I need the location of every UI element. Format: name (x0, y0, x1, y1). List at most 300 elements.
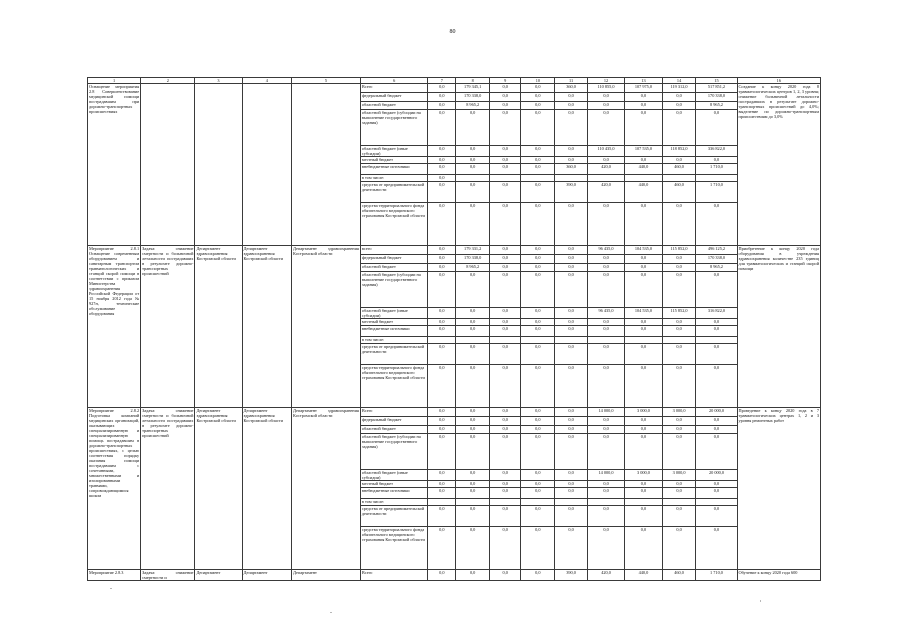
scan-speck (760, 600, 761, 602)
header-cell: 13 (625, 78, 662, 84)
amount-cell: 0,0 (625, 434, 662, 470)
amount-cell: 517 851,2 (696, 84, 737, 93)
amount-cell: 0,0 (456, 408, 490, 417)
amount-cell: 0,0 (456, 417, 490, 426)
funding-source-cell: средства территориального фонда обязательного медицинского страхования Костромской области (360, 527, 428, 570)
amount-cell: 0,0 (490, 365, 521, 408)
amount-cell: 0,0 (521, 481, 555, 488)
amount-cell: 336 822,0 (696, 146, 737, 157)
amount-cell: 14 000,0 (587, 470, 624, 481)
coexecutor-cell: Департамент здравоохранения Костромской области (242, 408, 292, 570)
amount-cell (625, 337, 662, 344)
task-cell: Задача: снижение смертности и (142, 570, 194, 580)
amount-cell (696, 175, 737, 182)
amount-cell: 0,0 (555, 408, 588, 417)
funding-source-cell: внебюджетные источники (360, 488, 428, 499)
amount-cell: 0,0 (587, 488, 624, 499)
funding-source-cell: местный бюджет (360, 319, 428, 326)
amount-cell: 0,0 (555, 365, 588, 408)
amount-cell: 0,0 (490, 146, 521, 157)
amount-cell: 440,0 (625, 570, 662, 581)
amount-cell: 0,0 (555, 326, 588, 337)
amount-cell: 0,0 (428, 182, 456, 203)
header-cell: 12 (587, 78, 624, 84)
amount-cell (490, 337, 521, 344)
header-cell: 1 (88, 78, 141, 84)
amount-cell: 0,0 (625, 326, 662, 337)
coexecutor-cell: Департамент здравоохранения Костромской области (242, 246, 292, 408)
amount-cell: 0,0 (490, 408, 521, 417)
amount-cell: 0,0 (625, 527, 662, 570)
amount-cell: 0,0 (456, 344, 490, 365)
amount-cell: 110 435,0 (587, 146, 624, 157)
amount-cell: 0,0 (428, 417, 456, 426)
amount-cell: 0,0 (456, 146, 490, 157)
amount-cell: 0,0 (490, 426, 521, 434)
amount-cell: 0,0 (625, 157, 662, 164)
result-cell: Проведение к концу 2020 года в 7 травматологических центрах 1, 2 и 3 уровня ремонтных работ (737, 408, 820, 570)
amount-cell: 0,0 (587, 93, 624, 102)
amount-cell: 0,0 (555, 255, 588, 264)
task-cell: Задача: снижение смертности и больничной летальности пострадавших в результате дорожно-транспортных происшествий (141, 408, 195, 570)
amount-cell: 0,0 (456, 488, 490, 499)
amount-cell: 0,0 (521, 157, 555, 164)
amount-cell: 0,0 (490, 182, 521, 203)
executor-cell (195, 84, 242, 246)
funding-source-cell: областной бюджет (360, 426, 428, 434)
amount-cell: 0,0 (555, 102, 588, 110)
amount-cell (696, 499, 737, 506)
table-row (88, 408, 821, 417)
amount-cell: 0,0 (521, 255, 555, 264)
amount-cell: 0,0 (428, 344, 456, 365)
amount-cell: 0,0 (490, 488, 521, 499)
amount-cell: 316 822,0 (696, 308, 737, 319)
amount-cell: 0,0 (696, 326, 737, 337)
amount-cell: 8 965,2 (696, 102, 737, 110)
amount-cell: 0,0 (428, 175, 456, 182)
funding-source-cell: областной бюджет (иные субсидии) (360, 470, 428, 481)
amount-cell: 0,0 (456, 434, 490, 470)
executor-cell: Департамент здравоохранения Костромской области (195, 246, 242, 408)
amount-cell: 0,0 (662, 272, 696, 308)
amount-cell: 0,0 (696, 365, 737, 408)
amount-cell: 0,0 (456, 527, 490, 570)
amount-cell: 170 338,0 (456, 255, 490, 264)
task-cell (141, 84, 195, 246)
funding-source-cell: областной бюджет (субсидии на выполнение государственного задания) (360, 272, 428, 308)
amount-cell: 0,0 (521, 164, 555, 175)
amount-cell: 0,0 (521, 326, 555, 337)
funding-source-cell: областной бюджет (360, 264, 428, 272)
header-cell: 9 (490, 78, 521, 84)
amount-cell: 0,0 (521, 365, 555, 408)
amount-cell (662, 175, 696, 182)
amount-cell: 3 000,0 (662, 470, 696, 481)
amount-cell: 0,0 (521, 272, 555, 308)
result-cell: Создание к концу 2020 года 8 травматологических центров 1, 2, 3 уровня; снижение больничной летальности пострадавших в результате дорожно-транспортных происшествий до 4,0%; выделение по дорожно-транспортным происшествиям до 3,0% (737, 84, 820, 246)
amount-cell: 115 852,0 (662, 246, 696, 255)
amount-cell: 0,0 (587, 157, 624, 164)
amount-cell: 0,0 (456, 272, 490, 308)
amount-cell: 0,0 (490, 157, 521, 164)
amount-cell: 420,0 (587, 570, 624, 581)
header-cell: 15 (696, 78, 737, 84)
amount-cell: 0,0 (662, 481, 696, 488)
amount-cell: 0,0 (587, 527, 624, 570)
funding-source-cell: Всего (360, 570, 428, 581)
funding-source-cell: всего (360, 246, 428, 255)
amount-cell: 96 435,0 (587, 308, 624, 319)
amount-cell: 0,0 (662, 506, 696, 527)
amount-cell: 0,0 (521, 344, 555, 365)
amount-cell: 0,0 (490, 246, 521, 255)
amount-cell: 0,0 (555, 110, 588, 146)
amount-cell: 0,0 (490, 84, 521, 93)
result-cell: Приобретение к концу 2020 года оборудования в учреждения здравоохранения количестве 235 единиц для травматологических и станций скорой помощи (737, 246, 820, 408)
amount-cell: 0,0 (428, 164, 456, 175)
funding-source-cell: в том числе: (360, 499, 428, 506)
amount-cell: 0,0 (456, 157, 490, 164)
amount-cell: 0,0 (456, 481, 490, 488)
amount-cell: 0,0 (490, 344, 521, 365)
amount-cell: 0,0 (625, 344, 662, 365)
amount-cell: 1 710,0 (696, 164, 737, 175)
amount-cell: 0,0 (490, 102, 521, 110)
funding-source-cell: местный бюджет (360, 481, 428, 488)
amount-cell (490, 175, 521, 182)
amount-cell: 420,0 (587, 182, 624, 203)
amount-cell: 0,0 (555, 434, 588, 470)
amount-cell: 0,0 (696, 344, 737, 365)
amount-cell: 0,0 (587, 365, 624, 408)
amount-cell: 0,0 (521, 264, 555, 272)
amount-cell (555, 175, 588, 182)
event-cell: Мероприятие 2.8.3 (88, 570, 141, 581)
amount-cell (587, 337, 624, 344)
amount-cell: 0,0 (456, 365, 490, 408)
amount-cell: 0,0 (625, 255, 662, 264)
amount-cell: 0,0 (555, 246, 588, 255)
amount-cell: 3 000,0 (625, 470, 662, 481)
amount-cell: 0,0 (490, 255, 521, 264)
amount-cell (521, 337, 555, 344)
amount-cell: 0,0 (587, 102, 624, 110)
amount-cell: 0,0 (490, 308, 521, 319)
amount-cell: 107 975,0 (625, 84, 662, 93)
amount-cell: 0,0 (587, 481, 624, 488)
amount-cell: 0,0 (490, 272, 521, 308)
amount-cell: 0,0 (521, 308, 555, 319)
amount-cell: 0,0 (625, 365, 662, 408)
executor-cell: Департамент здравоохранения Костромской области (195, 408, 242, 570)
amount-cell (555, 499, 588, 506)
participant-cell: Департамент здравоохранения Костромской области (292, 246, 361, 408)
amount-cell: 460,0 (662, 164, 696, 175)
amount-cell: 170 338,0 (696, 93, 737, 102)
amount-cell: 0,0 (555, 426, 588, 434)
amount-cell: 0,0 (428, 93, 456, 102)
amount-cell: 0,0 (696, 319, 737, 326)
amount-cell (625, 175, 662, 182)
amount-cell: 0,0 (555, 203, 588, 246)
funding-source-cell: областной бюджет (360, 102, 428, 110)
funding-source-cell: областной бюджет (иные субсидии) (360, 308, 428, 319)
amount-cell: 170 338,0 (456, 93, 490, 102)
amount-cell (696, 337, 737, 344)
amount-cell: 104 535,0 (625, 246, 662, 255)
amount-cell: 3 000,0 (625, 408, 662, 417)
budget-table (87, 77, 821, 581)
amount-cell: 0,0 (490, 110, 521, 146)
amount-cell: 0,0 (456, 203, 490, 246)
amount-cell: 0,0 (662, 102, 696, 110)
header-cell: 3 (195, 78, 242, 84)
funding-source-cell: областной бюджет (иные субсидии) (360, 146, 428, 157)
amount-cell: 0,0 (662, 417, 696, 426)
amount-cell: 1 710,0 (696, 182, 737, 203)
amount-cell: 0,0 (428, 319, 456, 326)
amount-cell: 0,0 (625, 272, 662, 308)
amount-cell: 0,0 (490, 434, 521, 470)
amount-cell (521, 499, 555, 506)
header-cell: 5 (292, 78, 361, 84)
amount-cell: 0,0 (521, 102, 555, 110)
amount-cell: 0,0 (696, 434, 737, 470)
amount-cell: 390,0 (555, 182, 588, 203)
amount-cell: 0,0 (625, 488, 662, 499)
amount-cell: 0,0 (662, 110, 696, 146)
amount-cell: 0,0 (555, 527, 588, 570)
amount-cell: 0,0 (555, 157, 588, 164)
header-cell: 6 (360, 78, 428, 84)
amount-cell: 0,0 (662, 255, 696, 264)
amount-cell: 0,0 (587, 326, 624, 337)
funding-source-cell: средства от предпринимательской деятельности (360, 506, 428, 527)
amount-cell: 360,0 (555, 84, 588, 93)
amount-cell: 0,0 (521, 506, 555, 527)
amount-cell: 0,0 (587, 264, 624, 272)
amount-cell: 0,0 (490, 319, 521, 326)
funding-source-cell: областной бюджет (субсидии на выполнение государственного задания) (360, 110, 428, 146)
amount-cell: 0,0 (662, 434, 696, 470)
amount-cell (555, 337, 588, 344)
amount-cell: 0,0 (555, 417, 588, 426)
amount-cell: 0,0 (662, 426, 696, 434)
amount-cell: 8 965,2 (456, 264, 490, 272)
amount-cell: 0,0 (587, 203, 624, 246)
funding-source-cell: федеральный бюджет (360, 93, 428, 102)
amount-cell: 0,0 (521, 84, 555, 93)
amount-cell: 0,0 (521, 408, 555, 417)
amount-cell: 0,0 (625, 203, 662, 246)
amount-cell: 8 965,2 (456, 102, 490, 110)
amount-cell: 0,0 (521, 417, 555, 426)
amount-cell: 0,0 (662, 344, 696, 365)
funding-source-cell: местный бюджет (360, 157, 428, 164)
header-cell: 4 (242, 78, 292, 84)
amount-cell: 0,0 (662, 203, 696, 246)
amount-cell: 390,0 (555, 570, 588, 581)
task-cell: Задача: снижение смертности и больничной летальности пострадавших в результате дорожно-транспортных происшествий (141, 246, 195, 408)
amount-cell: 0,0 (555, 344, 588, 365)
amount-cell: 0,0 (428, 365, 456, 408)
amount-cell: 0,0 (490, 203, 521, 246)
amount-cell: 0,0 (428, 408, 456, 417)
amount-cell: 0,0 (428, 506, 456, 527)
participant-cell: Департамент здравоохранения Костромской области (292, 408, 361, 570)
amount-cell: 0,0 (587, 434, 624, 470)
amount-cell (428, 337, 456, 344)
amount-cell (456, 499, 490, 506)
amount-cell: 0,0 (625, 110, 662, 146)
amount-cell: 440,0 (625, 164, 662, 175)
amount-cell: 0,0 (490, 417, 521, 426)
amount-cell: 0,0 (521, 426, 555, 434)
amount-cell: 0,0 (428, 481, 456, 488)
amount-cell: 0,0 (587, 272, 624, 308)
amount-cell: 0,0 (490, 481, 521, 488)
amount-cell (587, 175, 624, 182)
amount-cell: 0,0 (456, 308, 490, 319)
amount-cell: 0,0 (428, 110, 456, 146)
funding-source-cell: средства от предпринимательской деятельности (360, 182, 428, 203)
amount-cell: 0,0 (456, 570, 490, 581)
amount-cell: 0,0 (625, 319, 662, 326)
amount-cell: 0,0 (521, 93, 555, 102)
amount-cell: 0,0 (696, 417, 737, 426)
amount-cell: 0,0 (456, 164, 490, 175)
amount-cell: 0,0 (555, 481, 588, 488)
amount-cell: 0,0 (521, 319, 555, 326)
amount-cell: 8 965,2 (696, 264, 737, 272)
amount-cell: 0,0 (428, 308, 456, 319)
amount-cell: 0,0 (696, 157, 737, 164)
amount-cell: 0,0 (696, 527, 737, 570)
funding-source-cell: внебюджетные источники (360, 326, 428, 337)
amount-cell: 0,0 (490, 264, 521, 272)
participant-cell (292, 84, 361, 246)
amount-cell: 496 125,2 (696, 246, 737, 255)
amount-cell: 0,0 (662, 319, 696, 326)
amount-cell: 0,0 (490, 326, 521, 337)
amount-cell: 0,0 (428, 255, 456, 264)
event-cell: Оснащение мероприятия 2.8 Совершенствование медицинской помощи пострадавшим при дорожно-транспортных происшествиях (88, 84, 141, 246)
table-body (88, 84, 821, 581)
result-cell: Обучение к концу 2020 года 600 (737, 570, 820, 581)
amount-cell: 0,0 (696, 506, 737, 527)
amount-cell: 104 535,0 (625, 308, 662, 319)
amount-cell: 0,0 (662, 326, 696, 337)
amount-cell: 0,0 (428, 157, 456, 164)
amount-cell: 107 535,0 (625, 146, 662, 157)
header-cell: 7 (428, 78, 456, 84)
amount-cell: 0,0 (696, 110, 737, 146)
amount-cell: 110 855,0 (587, 84, 624, 93)
amount-cell: 0,0 (521, 434, 555, 470)
amount-cell: 0,0 (490, 570, 521, 581)
amount-cell: 0,0 (490, 164, 521, 175)
funding-source-cell: федеральный бюджет (360, 255, 428, 264)
amount-cell: 0,0 (625, 481, 662, 488)
header-cell: 16 (737, 78, 820, 84)
funding-source-cell: средства от предпринимательской деятельности (360, 344, 428, 365)
amount-cell: 420,0 (587, 164, 624, 175)
amount-cell: 0,0 (521, 488, 555, 499)
amount-cell: 0,0 (587, 417, 624, 426)
amount-cell: 118 852,0 (662, 146, 696, 157)
amount-cell: 0,0 (521, 203, 555, 246)
amount-cell: 115 852,0 (662, 308, 696, 319)
amount-cell: 0,0 (428, 203, 456, 246)
amount-cell: 0,0 (428, 326, 456, 337)
amount-cell: 0,0 (490, 506, 521, 527)
amount-cell: 0,0 (662, 93, 696, 102)
amount-cell: 0,0 (521, 146, 555, 157)
amount-cell: 0,0 (521, 182, 555, 203)
participant-cell: Департамент (292, 570, 361, 581)
amount-cell: 0,0 (521, 570, 555, 581)
amount-cell: 0,0 (428, 272, 456, 308)
amount-cell: 0,0 (555, 264, 588, 272)
amount-cell: 0,0 (696, 426, 737, 434)
event-cell: Мероприятие 2.8.2 Подготовка компаний медицинских организаций, оказывающих специализированную и специализированную помощь пострадавшим в дорожно-транспортных происшествиях, с целью соответствия порядку оказания помощи пострадавшим с сочетанными, множественными и изолированными травмами, сопровождающимися шоком (88, 408, 141, 570)
header-cell: 11 (555, 78, 588, 84)
amount-cell: 0,0 (587, 344, 624, 365)
amount-cell: 0,0 (587, 506, 624, 527)
amount-cell: 0,0 (490, 470, 521, 481)
amount-cell: 440,0 (625, 182, 662, 203)
amount-cell: 0,0 (428, 570, 456, 581)
amount-cell: 0,0 (428, 470, 456, 481)
amount-cell (521, 175, 555, 182)
funding-source-cell: в том числе: (360, 337, 428, 344)
amount-cell: 0,0 (521, 110, 555, 146)
amount-cell: 20 000,0 (696, 408, 737, 417)
amount-cell: 0,0 (555, 308, 588, 319)
amount-cell: 0,0 (625, 102, 662, 110)
header-cell: 14 (662, 78, 696, 84)
amount-cell: 0,0 (428, 102, 456, 110)
amount-cell: 0,0 (555, 93, 588, 102)
amount-cell (490, 499, 521, 506)
amount-cell: 0,0 (521, 527, 555, 570)
funding-source-cell: Всего (360, 408, 428, 417)
amount-cell: 0,0 (456, 426, 490, 434)
amount-cell: 0,0 (587, 426, 624, 434)
amount-cell: 0,0 (587, 319, 624, 326)
amount-cell: 0,0 (490, 527, 521, 570)
funding-source-cell: в том числе: (360, 175, 428, 182)
amount-cell: 0,0 (662, 488, 696, 499)
amount-cell: 0,0 (555, 470, 588, 481)
amount-cell: 0,0 (428, 426, 456, 434)
amount-cell: 0,0 (456, 319, 490, 326)
amount-cell: 0,0 (555, 488, 588, 499)
amount-cell: 0,0 (456, 182, 490, 203)
amount-cell: 0,0 (428, 146, 456, 157)
amount-cell (662, 499, 696, 506)
header-cell: 2 (141, 78, 195, 84)
amount-cell: 0,0 (625, 426, 662, 434)
table-row (88, 570, 821, 581)
amount-cell: 460,0 (662, 182, 696, 203)
executor-cell: Департамент (195, 570, 242, 581)
table-row (88, 246, 821, 255)
amount-cell: 0,0 (662, 264, 696, 272)
event-cell: Мероприятие 2.8.1 Оснащение современным оборудованием и санитарным транспортом травматологических и станций скорой помощи в соответствии с приказом Министерства здравоохранения Российской Федерации от 15 ноября 2012 года № 927н, технические обслуживание оборудования (88, 246, 141, 408)
amount-cell: 0,0 (490, 93, 521, 102)
